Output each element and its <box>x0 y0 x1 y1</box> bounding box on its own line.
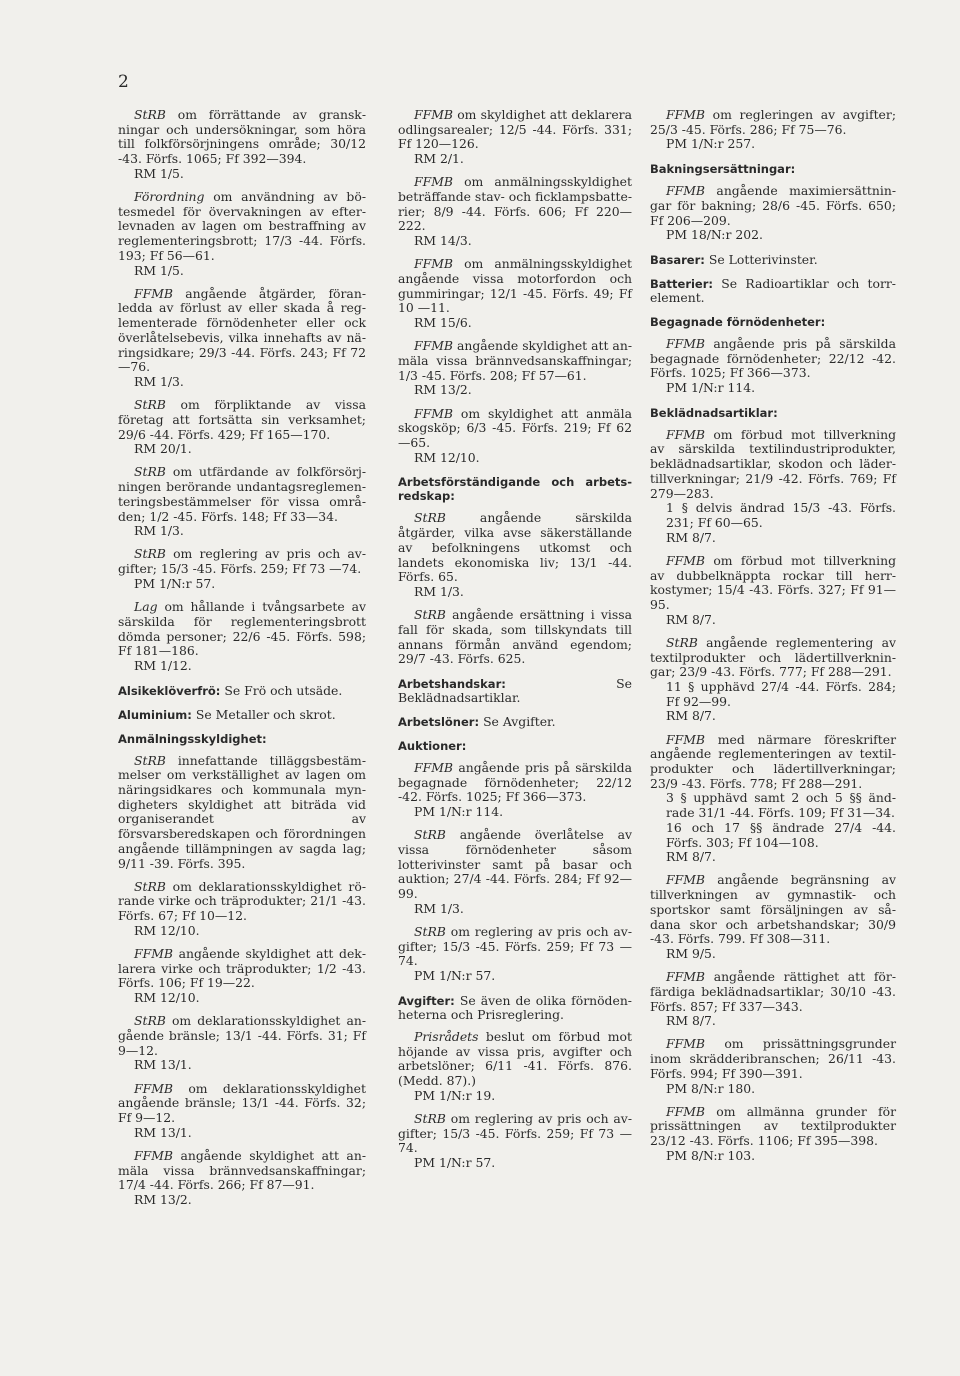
entry-description: om deklarationsskyldighet angående bränsle; 13/1 -44. Förfs. 31; Ff 9—12. <box>118 1013 366 1058</box>
statute-abbreviation: FFMB <box>666 552 705 568</box>
entry-description: angående skyldighet att deklarera virke och träprodukter; 1/2 -43. Förfs. 106; Ff 19—22. <box>118 946 366 991</box>
index-entry <box>398 925 632 984</box>
entry-description: om skyldighet att anmäla skogsköp; 6/3 -45. Förfs. 219; Ff 62—65. <box>398 405 632 451</box>
statute-abbreviation: FFMB <box>414 338 453 354</box>
index-entry <box>398 608 632 667</box>
index-entry <box>398 407 632 466</box>
heading-text: Aluminium: <box>118 707 192 722</box>
entry-note: RM 1/3. <box>414 900 464 916</box>
entry-text <box>398 108 632 152</box>
entry-description: innefattande tilläggsbestämmelser om verkställighet av lagen om näringsidkares och kommunala myndigheters skyldighet att biträda vid organiserandet av försvarsberedskapen och förordningen angående tillämpningen av sagda lag; 9/11 -39. Förfs. 395. <box>118 752 366 871</box>
entry-text <box>118 600 366 659</box>
statute-abbreviation: FFMB <box>666 107 705 122</box>
entry-note: PM 1/N:r 57. <box>414 1154 496 1170</box>
section-heading <box>118 708 366 722</box>
entry-text <box>118 547 366 576</box>
entry-note: PM 1/N:r 57. <box>134 575 216 591</box>
statute-abbreviation: StRB <box>414 924 446 940</box>
entry-text <box>118 754 366 872</box>
entry-description: om deklarationsskyldighet rörande virke och träprodukter; 21/1 -43. Förfs. 67; Ff 10—12. <box>118 878 366 924</box>
index-entry <box>398 108 632 167</box>
entry-description: angående begränsning av tillverkningen av gymnastik- och sportskor samt försäljningen av sådana skor och arbetshandskar; 30/9 -43. Förfs. 799. Ff 308—311. <box>650 872 896 947</box>
index-entry <box>118 287 366 390</box>
statute-abbreviation: FFMB <box>134 285 173 301</box>
entry-note: RM 1/3. <box>134 523 184 539</box>
entry-note: 1 § delvis ändrad 15/3 -43. Förfs. 231; Ff 60—65. <box>666 500 896 530</box>
entry-description: om förbud mot tillverkning av särskilda textilindustriprodukter, beklädnadsartiklar, skodon och lädertillverkningar; 21/9 -42. Förfs. 769; Ff 279—283. <box>650 426 896 501</box>
entry-description: angående pris på särskilda begagnade förnödenheter; 22/12 -42. Förfs. 1025; Ff 366—373. <box>398 760 632 805</box>
heading-text: Arbetslöner: <box>398 715 480 729</box>
index-entry <box>118 880 366 939</box>
entry-text <box>398 257 632 316</box>
statute-abbreviation: StRB <box>414 827 446 843</box>
statute-abbreviation: FFMB <box>666 1103 705 1119</box>
heading-text: Bakningsersättningar: <box>650 162 796 177</box>
statute-abbreviation: FFMB <box>666 335 705 351</box>
entry-description: om reglering av pris och avgifter; 15/3 -45. Förfs. 259; Ff 73 —74. <box>118 546 366 577</box>
statute-abbreviation: FFMB <box>414 107 453 122</box>
entry-description: angående ersättning i vissa fall för skada, som tillskyndats till annans förmån använd egendom; 29/7 -43. Förfs. 625. <box>398 607 632 667</box>
heading-text: Anmälningsskyldighet: <box>118 731 267 746</box>
entry-description: om användning av bötesmedel för övervakningen av efterlevnaden av lagen om bestraffning av reglementeringsbrott; 17/3 -44. Förfs. 193; Ff 56—61. <box>118 189 366 263</box>
index-entry <box>650 1037 896 1096</box>
entry-note: RM 14/3. <box>414 233 472 249</box>
section-heading <box>398 475 632 503</box>
statute-abbreviation: FFMB <box>666 872 705 888</box>
entry-text <box>398 407 632 451</box>
entry-description: angående skyldighet att anmäla vissa brännvedsanskaffningar; 1/3 -45. Förfs. 208; Ff 57—61. <box>398 338 632 383</box>
entry-text <box>118 465 366 524</box>
index-entry <box>650 337 896 396</box>
heading-text: Batterier: <box>650 276 714 291</box>
statute-abbreviation: StRB <box>134 107 166 122</box>
section-heading <box>650 315 896 329</box>
entry-text <box>650 733 896 792</box>
section-heading <box>118 684 366 698</box>
heading-text: Alsikeklöverfrö: <box>118 683 221 698</box>
heading-text: Basarer: <box>650 252 705 267</box>
statute-abbreviation: FFMB <box>414 760 453 775</box>
entry-note: RM 12/10. <box>414 449 480 465</box>
index-entry <box>118 600 366 674</box>
index-entry <box>398 1030 632 1104</box>
index-entry <box>398 1112 632 1171</box>
entry-text <box>118 1149 366 1193</box>
statute-abbreviation: StRB <box>666 634 698 650</box>
statute-abbreviation: FFMB <box>414 405 453 421</box>
entry-note: PM 1/N:r 257. <box>666 136 756 152</box>
statute-abbreviation: FFMB <box>666 1036 705 1052</box>
entry-text <box>118 287 366 375</box>
see-reference: Se Lotterivinster. <box>708 251 818 267</box>
entry-text <box>650 636 896 680</box>
entry-text <box>398 175 632 234</box>
entry-description: om prissättningsgrunder inom skrädderibranschen; 26/11 -43. Förfs. 994; Ff 390—391. <box>650 1036 896 1081</box>
page-number: 2 <box>118 72 129 92</box>
entry-text <box>398 511 632 585</box>
entry-note: RM 12/10. <box>134 922 200 938</box>
section-heading <box>398 715 632 729</box>
statute-abbreviation: StRB <box>414 510 446 526</box>
entry-description: om regleringen av avgifter; 25/3 -45. Förfs. 286; Ff 75—76. <box>650 107 896 137</box>
entry-note: 3 § upphävd samt 2 och 5 §§ ändrade 31/1 -44. Förfs. 109; Ff 31—34. <box>666 790 896 821</box>
entry-description: angående reglementering av textilprodukter och lädertillverkningar; 23/9 -43. Förfs. 777; Ff 288—291. <box>650 634 896 680</box>
section-heading <box>398 677 632 705</box>
heading-text: Avgifter: <box>398 993 455 1008</box>
statute-abbreviation: FFMB <box>134 1080 173 1096</box>
entry-description: om förbud mot tillverkning av dubbelknäppta rockar till herrkostymer; 15/4 -43. Förfs. 327; Ff 91—95. <box>650 552 896 612</box>
entry-description: angående pris på särskilda begagnade förnödenheter; 22/12 -42. Förfs. 1025; Ff 366—373. <box>650 335 896 381</box>
entry-text <box>650 1105 896 1149</box>
index-entry <box>650 636 896 724</box>
entry-text <box>650 428 896 502</box>
entry-text <box>398 828 632 902</box>
heading-text: Begagnade förnödenheter: <box>650 314 826 329</box>
entry-description: om förrättande av granskningar och undersökningar, som höra till folkförsörjningens område; 30/12 -43. Förfs. 1065; Ff 392—394. <box>118 107 366 167</box>
entry-note: RM 1/5. <box>134 165 184 181</box>
entry-note: PM 1/N:r 114. <box>414 804 504 820</box>
entry-description: om reglering av pris och avgifter; 15/3 -45. Förfs. 259; Ff 73 —74. <box>398 1110 632 1156</box>
statute-abbreviation: FFMB <box>134 946 173 962</box>
statute-abbreviation: FFMB <box>666 731 705 747</box>
entry-note: RM 1/12. <box>134 657 192 673</box>
index-entry <box>398 511 632 599</box>
entry-note: RM 2/1. <box>414 151 464 167</box>
index-entry <box>118 547 366 591</box>
entry-text <box>398 1030 632 1089</box>
entry-text <box>650 554 896 613</box>
entry-note: PM 18/N:r 202. <box>666 227 763 243</box>
index-entry <box>118 398 366 457</box>
index-entry <box>118 947 366 1006</box>
entry-description: angående maximiersättningar för bakning; 28/6 -45. Förfs. 650; Ff 206—209. <box>650 183 896 228</box>
entry-note: RM 20/1. <box>134 441 192 457</box>
entry-text <box>118 1082 366 1126</box>
entry-note: RM 8/7. <box>666 849 716 865</box>
index-entry <box>398 761 632 820</box>
section-heading <box>398 994 632 1022</box>
entry-note: RM 13/1. <box>134 1124 192 1140</box>
heading-text: Auktioner: <box>398 739 467 753</box>
entry-description: om allmänna grunder för prissättningen av textilprodukter 23/12 -43. Förfs. 1106; Ff 395—398. <box>650 1103 896 1149</box>
heading-text: Beklädnadsartiklar: <box>650 405 778 420</box>
entry-note: PM 8/N:r 103. <box>666 1147 756 1163</box>
index-entry <box>118 108 366 182</box>
entry-text <box>118 1014 366 1058</box>
entry-note: RM 9/5. <box>666 945 716 961</box>
see-reference: Se Beklädnadsartiklar. <box>398 676 632 705</box>
statute-abbreviation: StRB <box>134 546 166 562</box>
entry-description: om förpliktande av vissa företag att fortsätta sin verksamhet; 29/6 -44. Förfs. 429; Ff 165—170. <box>118 397 366 442</box>
column-2 <box>398 108 632 1179</box>
index-entry <box>398 828 632 916</box>
entry-text <box>650 970 896 1014</box>
entry-text <box>118 880 366 924</box>
entry-note: RM 13/2. <box>414 382 472 398</box>
entry-note: RM 8/7. <box>666 1013 716 1029</box>
index-entry <box>650 184 896 243</box>
column-3 <box>650 108 896 1172</box>
entry-note: RM 13/1. <box>134 1057 192 1073</box>
see-reference: Se Radioartiklar och torrelement. <box>650 275 896 305</box>
entry-description: om anmälningsskyldighet beträffande stav- och ficklampsbatterier; 8/9 -44. Förfs. 606; Ff 220—222. <box>398 174 632 234</box>
entry-text <box>118 398 366 442</box>
entry-text <box>398 1112 632 1156</box>
entry-note: RM 8/7. <box>666 708 716 724</box>
entry-description: angående särskilda åtgärder, vilka avse säkerställande av befolkningens utkomst och landets ekonomiska liv; 13/1 -44. Förfs. 65. <box>398 510 632 585</box>
statute-abbreviation: StRB <box>134 397 166 413</box>
entry-note: RM 8/7. <box>666 611 716 627</box>
entry-note: PM 1/N:r 114. <box>666 380 756 396</box>
index-entry <box>650 970 896 1029</box>
section-heading <box>118 732 366 746</box>
entry-note: RM 8/7. <box>666 529 716 545</box>
index-entry <box>650 108 896 152</box>
index-entry <box>398 175 632 249</box>
statute-abbreviation: FFMB <box>666 426 705 442</box>
entry-text <box>398 339 632 383</box>
entry-note: PM 1/N:r 57. <box>414 968 496 984</box>
entry-description: angående rättighet att förfärdiga beklädnadsartiklar; 30/10 -43. Förfs. 857; Ff 337—343. <box>650 969 896 1014</box>
statute-abbreviation: StRB <box>414 607 446 623</box>
index-entry <box>118 465 366 539</box>
entry-note: 16 och 17 §§ ändrade 27/4 -44. Förfs. 303; Ff 104—108. <box>666 819 896 850</box>
statute-abbreviation: StRB <box>134 752 166 768</box>
entry-note: RM 1/3. <box>134 373 184 389</box>
section-heading <box>650 253 896 267</box>
statute-abbreviation: StRB <box>414 1110 446 1126</box>
column-1 <box>118 108 366 1216</box>
entry-text <box>650 184 896 228</box>
section-heading <box>650 406 896 420</box>
entry-note: 11 § upphävd 27/4 -44. Förfs. 284; Ff 92—99. <box>666 678 896 709</box>
entry-text <box>398 608 632 667</box>
entry-text <box>118 190 366 264</box>
statute-abbreviation: StRB <box>134 878 166 894</box>
entry-description: med närmare föreskrifter angående reglementeringen av textilprodukter och lädertillverkningar; 23/9 -43. Förfs. 778; Ff 288—291. <box>650 731 896 791</box>
entry-note: RM 1/3. <box>414 583 464 599</box>
entry-text <box>650 108 896 137</box>
statute-abbreviation: FFMB <box>414 256 453 272</box>
entry-description: angående överlåtelse av vissa förnödenheter såsom lotterivinster samt på basar och auktion; 27/4 -44. Förfs. 284; Ff 92—99. <box>398 827 632 902</box>
entry-description: om utfärdande av folkförsörjningen berörande undantagsreglementeringsbestämmelser för vissa områden; 1/2 -45. Förfs. 148; Ff 33—34. <box>118 464 366 524</box>
entry-note: RM 13/2. <box>134 1192 192 1208</box>
see-reference: Se Metaller och skrot. <box>195 706 336 722</box>
heading-text: Arbetsförständigande och arbetsredskap: <box>398 475 632 504</box>
statute-abbreviation: Lag <box>134 599 158 615</box>
entry-note: RM 1/5. <box>134 262 184 278</box>
entry-note: PM 1/N:r 19. <box>414 1087 496 1103</box>
index-entry <box>650 1105 896 1164</box>
index-entry <box>398 257 632 331</box>
index-entry <box>118 1149 366 1208</box>
statute-abbreviation: FFMB <box>134 1147 173 1163</box>
index-entry <box>398 339 632 398</box>
statute-abbreviation: FFMB <box>666 183 705 199</box>
see-reference: Se Frö och utsäde. <box>224 682 343 698</box>
heading-text: Arbetshandskar: <box>398 677 506 691</box>
entry-description: om deklarationsskyldighet angående bränsle; 13/1 -44. Förfs. 32; Ff 9—12. <box>118 1080 366 1126</box>
entry-note: PM 8/N:r 180. <box>666 1080 756 1096</box>
entry-text <box>398 925 632 969</box>
see-reference: Se Avgifter. <box>483 714 556 729</box>
entry-description: om anmälningsskyldighet angående vissa motorfordon och gummiringar; 12/1 -45. Förfs. 49; Ff 10 —11. <box>398 256 632 316</box>
entry-description: angående åtgärder, föranledda av förlust av eller skada å reglementerade förnödenheter eller ock överlåtelsebevis, vilka innehafts av näringsidkare; 29/3 -44. Förfs. 243; Ff 72—76. <box>118 285 366 375</box>
entry-text <box>118 947 366 991</box>
index-entry <box>118 1014 366 1073</box>
entry-note: RM 12/10. <box>134 990 200 1006</box>
statute-abbreviation: Förordning <box>134 189 205 205</box>
entry-text <box>118 108 366 167</box>
index-entry <box>650 554 896 628</box>
index-entry <box>118 754 366 872</box>
statute-abbreviation: StRB <box>134 1013 166 1029</box>
index-entry <box>650 873 896 961</box>
section-heading <box>398 739 632 753</box>
entry-text <box>650 337 896 381</box>
see-reference: Se även de olika förnödenheterna och Prisreglering. <box>398 992 632 1022</box>
index-entry <box>118 190 366 278</box>
index-entry <box>650 428 896 546</box>
entry-note: RM 15/6. <box>414 315 472 331</box>
entry-description: om skyldighet att deklarera odlingsarealer; 12/5 -44. Förfs. 331; Ff 120—126. <box>398 107 632 152</box>
entry-text <box>398 761 632 805</box>
statute-abbreviation: FFMB <box>414 174 453 190</box>
entry-text <box>650 1037 896 1081</box>
entry-description: om hållande i tvångsarbete av särskilda för reglementeringsbrott dömda personer; 22/6 -45. Förfs. 598; Ff 181—186. <box>118 599 366 659</box>
statute-abbreviation: Prisrådets <box>414 1028 479 1044</box>
entry-description: om reglering av pris och avgifter; 15/3 -45. Förfs. 259; Ff 73 —74. <box>398 924 632 969</box>
entry-description: angående skyldighet att anmäla vissa brännvedsanskaffningar; 17/4 -44. Förfs. 266; Ff 87—91. <box>118 1147 366 1193</box>
statute-abbreviation: StRB <box>134 464 166 480</box>
entry-text <box>650 873 896 947</box>
index-entry <box>118 1082 366 1141</box>
section-heading <box>650 277 896 305</box>
entry-description: beslut om förbud mot höjande av vissa pris, avgifter och arbetslöner; 6/11 -41. Förfs. 876. (Medd. 87).) <box>398 1028 632 1088</box>
section-heading <box>650 162 896 176</box>
statute-abbreviation: FFMB <box>666 969 705 985</box>
index-entry <box>650 733 896 865</box>
